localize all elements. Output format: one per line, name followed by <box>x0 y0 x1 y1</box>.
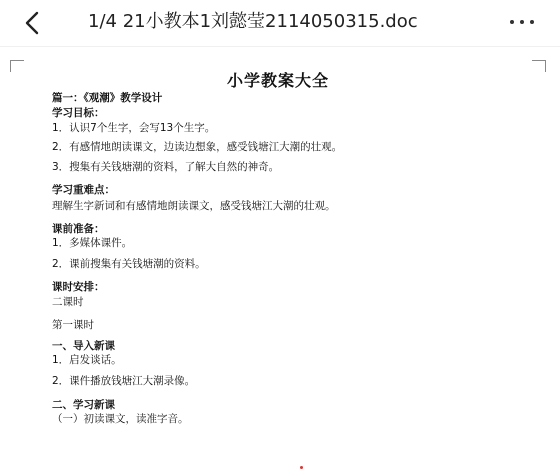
more-button[interactable] <box>510 20 534 28</box>
progress-dot <box>300 466 303 469</box>
doc-line: 2．课件播放钱塘江大潮录像。 <box>52 375 196 387</box>
document-page[interactable] <box>10 54 546 474</box>
doc-line: 课前准备： <box>52 223 105 235</box>
doc-line: 2．有感情地朗读课文，边读边想象，感受钱塘江大潮的壮观。 <box>52 141 343 153</box>
doc-line: 2．课前搜集有关钱塘潮的资料。 <box>52 258 206 270</box>
chevron-left-icon <box>20 9 46 37</box>
doc-line: 第一课时 <box>52 319 94 331</box>
doc-line: 1．认识7个生字，会写13个生字。 <box>52 122 216 134</box>
doc-line: 3．搜集有关钱塘潮的资料，了解大自然的神奇。 <box>52 161 280 173</box>
more-dots-icon <box>530 20 534 24</box>
doc-line: 学习目标： <box>52 107 105 119</box>
document-title: 1/4 21小教本1刘懿莹2114050315.doc <box>88 11 418 32</box>
doc-line: （一）初读课文，读准字音。 <box>52 413 189 425</box>
more-dots-icon <box>520 20 524 24</box>
doc-line: 篇一：《观潮》教学设计 <box>52 92 163 104</box>
back-button[interactable] <box>20 9 46 37</box>
doc-line: 1．启发谈话。 <box>52 354 122 366</box>
doc-line: 二、学习新课 <box>52 399 115 411</box>
doc-line: 1．多媒体课件。 <box>52 237 133 249</box>
app-header <box>0 0 560 46</box>
doc-line: 二课时 <box>52 296 84 308</box>
doc-line: 课时安排： <box>52 281 105 293</box>
document-heading: 小学教案大全 <box>226 71 329 90</box>
crop-mark <box>532 60 546 61</box>
doc-line: 理解生字新词和有感情地朗读课文，感受钱塘江大潮的壮观。 <box>52 200 336 212</box>
crop-mark <box>10 60 24 61</box>
doc-line: 学习重难点： <box>52 184 115 196</box>
header-divider <box>0 46 560 47</box>
more-dots-icon <box>510 20 514 24</box>
doc-line: 一、导入新课 <box>52 340 115 352</box>
